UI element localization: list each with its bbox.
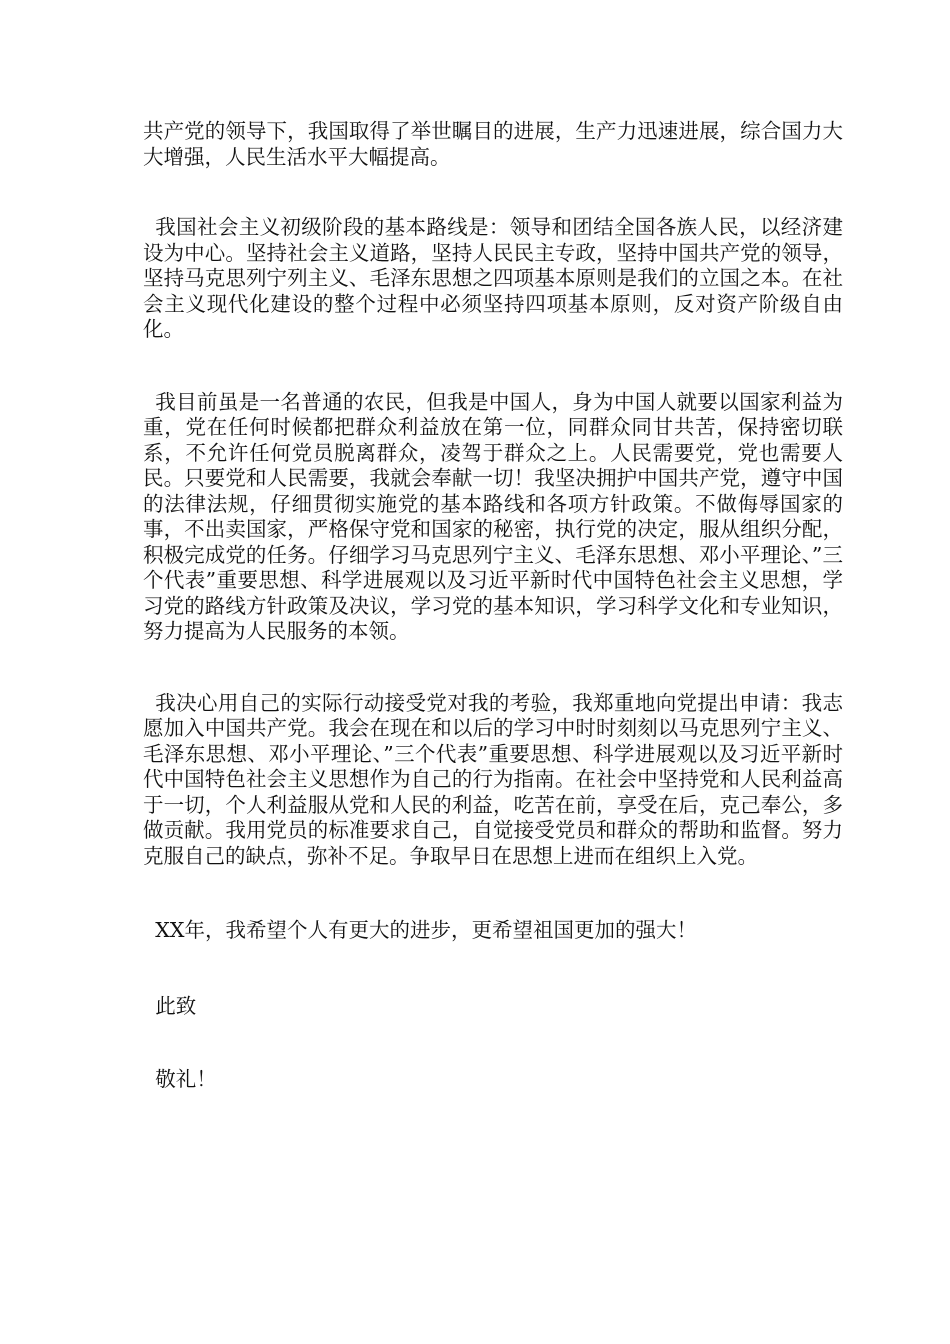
document-body bbox=[143, 119, 843, 1093]
paragraph-3: 我目前虽是一名普通的农民，但我是中国人，身为中国人就要以国家利益为重，党在任何时候都把群众利益放在第一位，同群众同甘共苦，保持密切联系，不允许任何党员脱离群众，凌驾于群众之上。人民需要党，党也需要人民。只要党和人民需要，我就会奉献一切！我坚决拥护中国共产党，遵守中国的法律法规，仔细贯彻实施党的基本路线和各项方针政策。不做侮辱国家的事，不出卖国家，严格保守党和国家的秘密，执行党的决定，服从组织分配，积极完成党的任务。仔细学习马克思列宁主义、毛泽东思想、邓小平理论、”三个代表”重要思想、科学进展观以及习近平新时代中国特色社会主义思想，学习党的路线方针政策及决议，学习党的基本知识，学习科学文化和专业知识，努力提高为人民服务的本领。 bbox=[143, 389, 843, 643]
closing-regards: 敬礼！ bbox=[155, 1067, 217, 1091]
paragraph-4: 我决心用自己的实际行动接受党对我的考验，我郑重地向党提出申请：我志愿加入中国共产党。我会在现在和以后的学习中时时刻刻以马克思列宁主义、毛泽东思想、邓小平理论、”三个代表”重要思想、科学进展观以及习近平新时代中国特色社会主义思想作为自己的行为指南。在社会中坚持党和人民利益高于一切，个人利益服从党和人民的利益，吃苦在前，享受在后，克己奉公，多做贡献。我用党员的标准要求自己，自觉接受党员和群众的帮助和监督。努力克服自己的缺点，弥补不足。争取早日在思想上进而在组织上入党。 bbox=[143, 690, 843, 868]
paragraph-1: 共产党的领导下，我国取得了举世瞩目的进展，生产力迅速进展，综合国力大大增强，人民生活水平大幅提高。 bbox=[143, 119, 843, 169]
paragraph-5: XX年，我希望个人有更大的进步，更希望祖国更加的强大！ bbox=[155, 918, 697, 942]
paragraph-2: 我国社会主义初级阶段的基本路线是：领导和团结全国各族人民，以经济建设为中心。坚持社会主义道路，坚持人民民主专政，坚持中国共产党的领导，坚持马克思列宁列主义、毛泽东思想之四项基本原则是我们的立国之本。在社会主义现代化建设的整个过程中必须坚持四项基本原则，反对资产阶级自由化。 bbox=[143, 215, 843, 341]
closing-salutation: 此致 bbox=[155, 993, 197, 1018]
